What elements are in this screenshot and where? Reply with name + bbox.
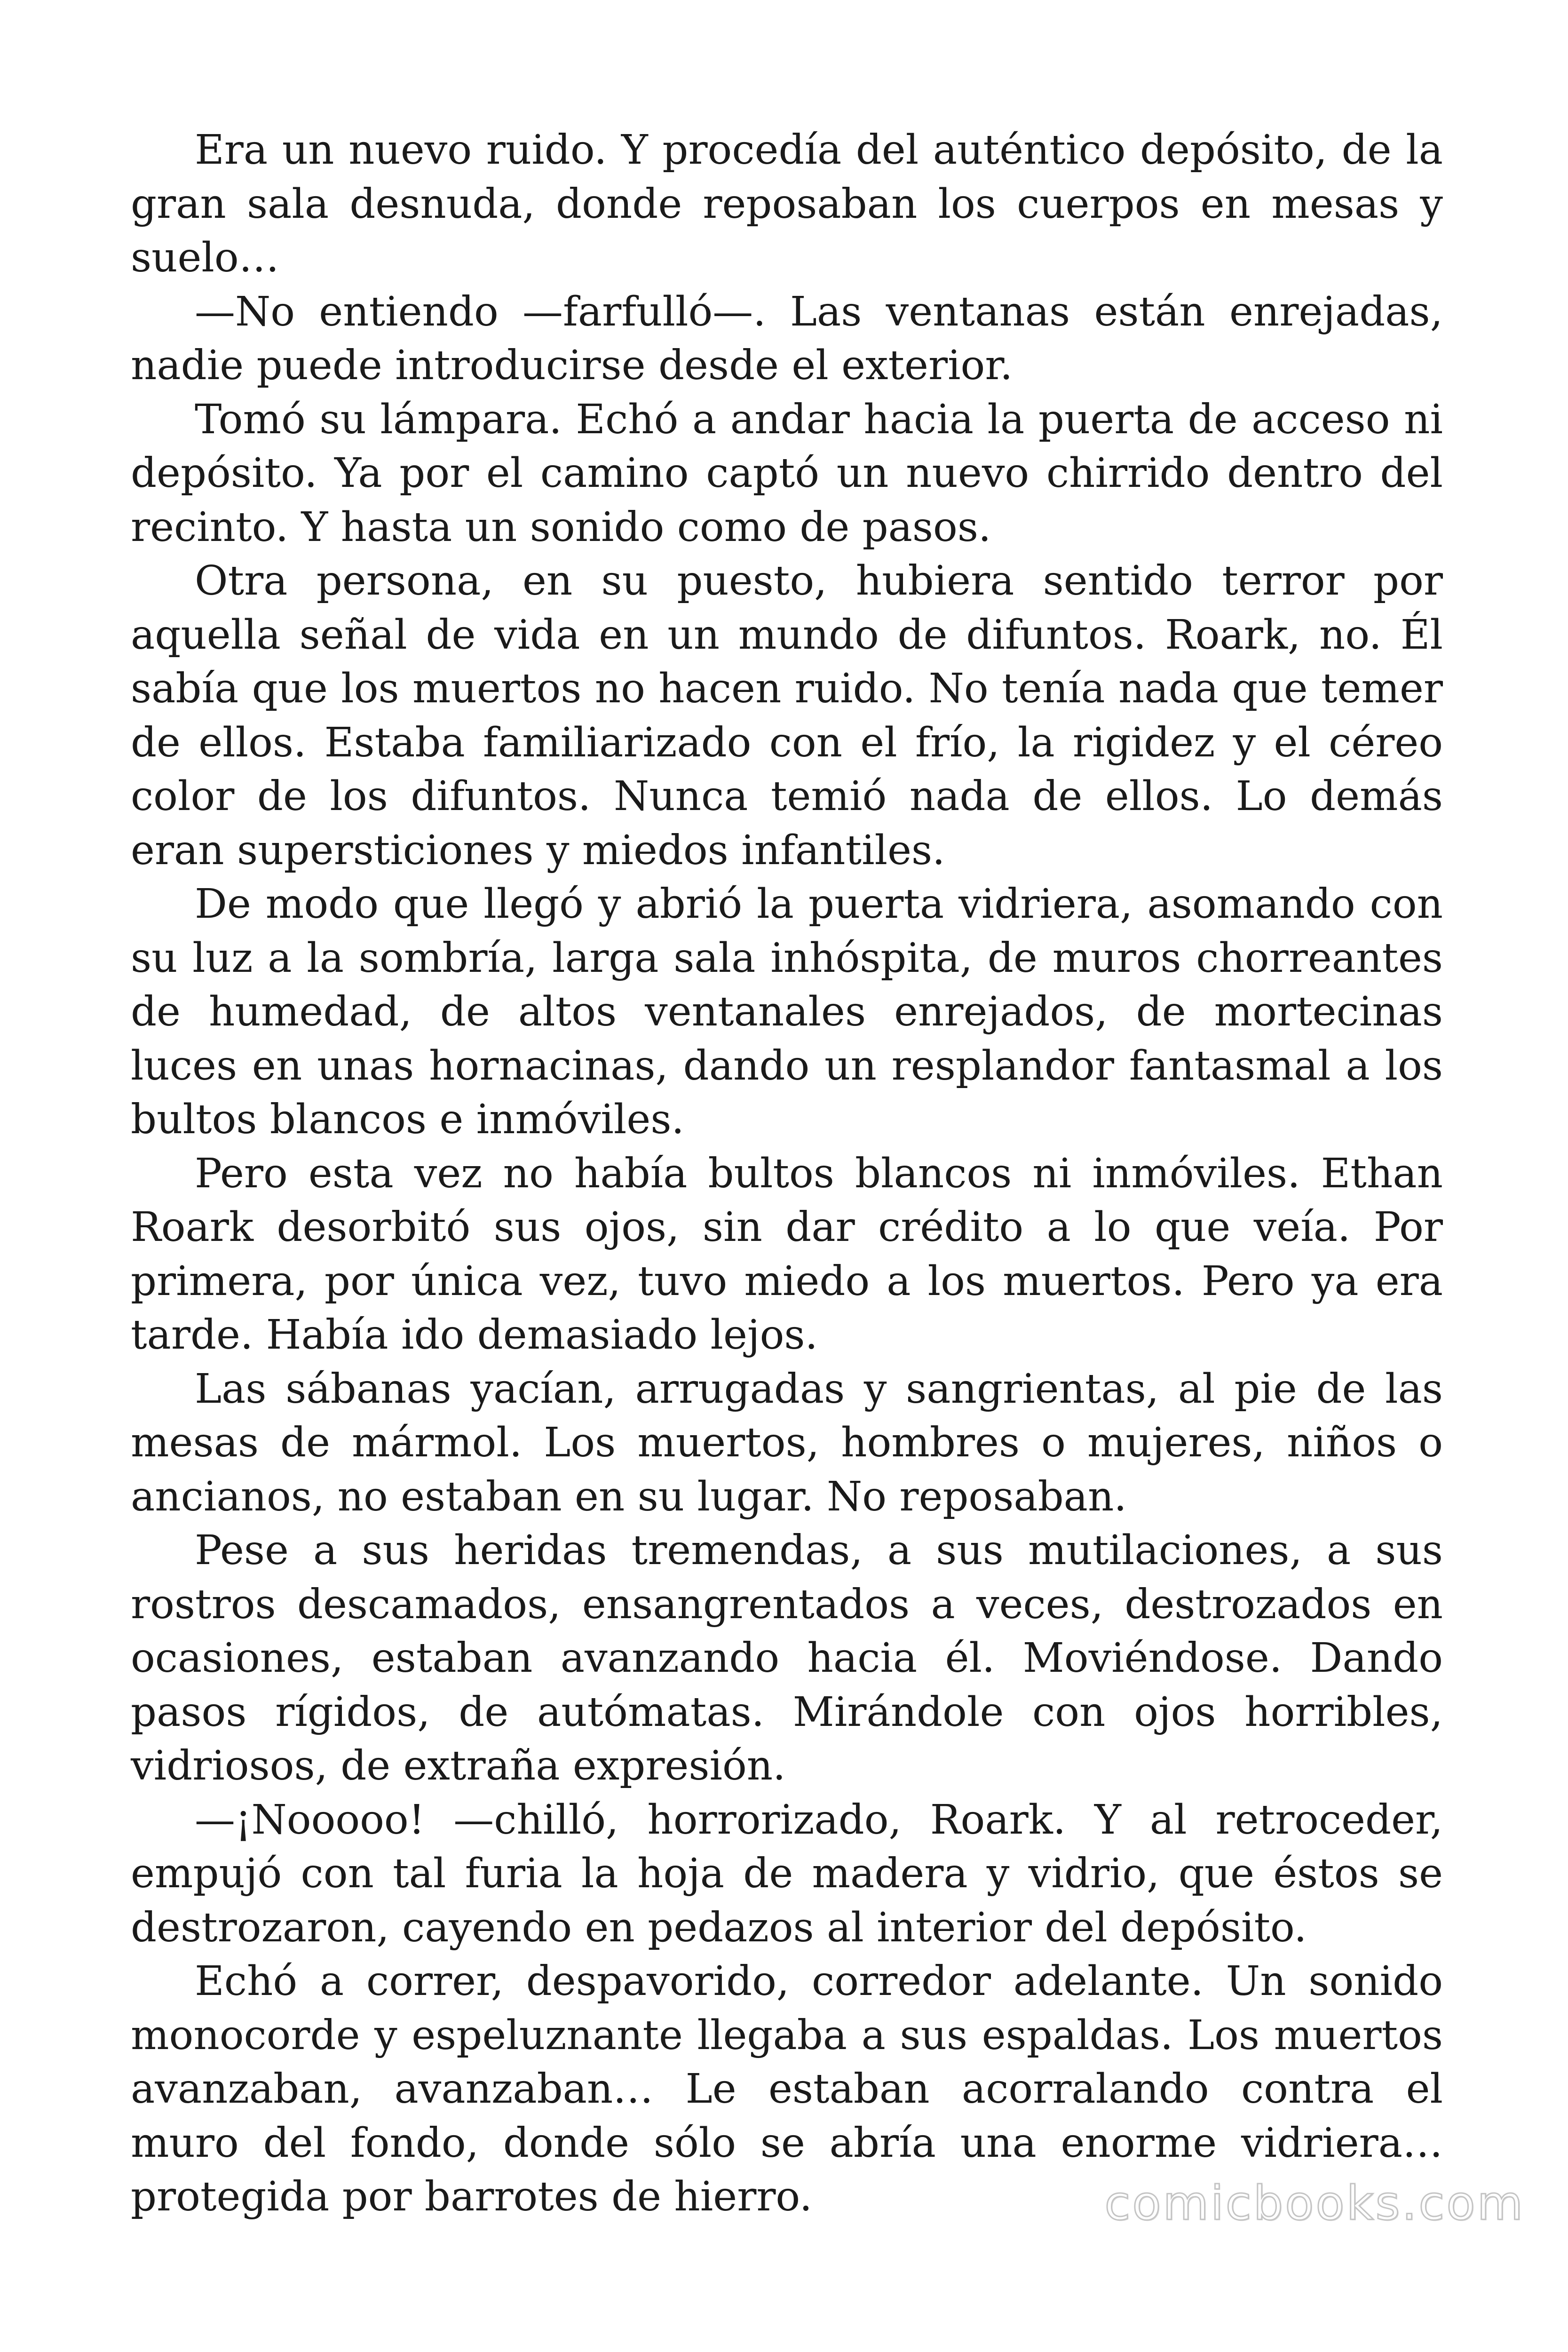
watermark: comicbooks.com — [1104, 2176, 1525, 2231]
paragraph: Las sábanas yacían, arrugadas y sangrientas, al pie de las mesas de mármol. Los muertos, hombres o mujeres, niños o ancianos, no estaban en su lugar. No reposaban. — [131, 1365, 1443, 1520]
paragraph: —No entiendo —farfulló—. Las ventanas están enrejadas, nadie puede introducirse desde el exterior. — [131, 288, 1443, 389]
paragraph: Otra persona, en su puesto, hubiera sentido terror por aquella señal de vida en un mundo de difuntos. Roark, no. Él sabía que los muertos no hacen ruido. No tenía nada que temer de ellos. Estaba familiarizado con el frío, la rigidez y el céreo color de los difuntos. Nunca temió nada de ellos. Lo demás eran supersticiones y miedos infantiles. — [131, 557, 1443, 874]
paragraph: Echó a correr, despavorido, corredor adelante. Un sonido monocorde y espeluznante llegaba a sus espaldas. Los muertos avanzaban, avanzaban… Le estaban acorralando contra el muro del fondo, donde sólo se abría una enorme vidriera… protegida por barrotes de hierro. — [131, 1958, 1443, 2220]
paragraph: De modo que llegó y abrió la puerta vidriera, asomando con su luz a la sombría, larga sala inhóspita, de muros chorreantes de humedad, de altos ventanales enrejados, de mortecinas luces en unas hornacinas, dando un resplandor fantasmal a los bultos blancos e inmóviles. — [131, 881, 1443, 1143]
paragraph: Tomó su lámpara. Echó a andar hacia la puerta de acceso ni depósito. Ya por el camino captó un nuevo chirrido dentro del recinto. Y hasta un sonido como de pasos. — [131, 396, 1443, 551]
body-text — [131, 123, 1443, 2224]
paragraph: Era un nuevo ruido. Y procedía del auténtico depósito, de la gran sala desnuda, donde reposaban los cuerpos en mesas y suelo… — [131, 127, 1443, 281]
paragraph: Pese a sus heridas tremendas, a sus mutilaciones, a sus rostros descamados, ensangrentados a veces, destrozados en ocasiones, estaban avanzando hacia él. Moviéndose. Dando pasos rígidos, de autómatas. Mirándole con ojos horribles, vidriosos, de extraña expresión. — [131, 1527, 1443, 1789]
paragraph: Pero esta vez no había bultos blancos ni inmóviles. Ethan Roark desorbitó sus ojos, sin dar crédito a lo que veía. Por primera, por única vez, tuvo miedo a los muertos. Pero ya era tarde. Había ido demasiado lejos. — [131, 1150, 1443, 1359]
paragraph: —¡Nooooo! —chilló, horrorizado, Roark. Y al retroceder, empujó con tal furia la hoja de madera y vidrio, que éstos se destrozaron, cayendo en pedazos al interior del depósito. — [131, 1796, 1443, 1951]
